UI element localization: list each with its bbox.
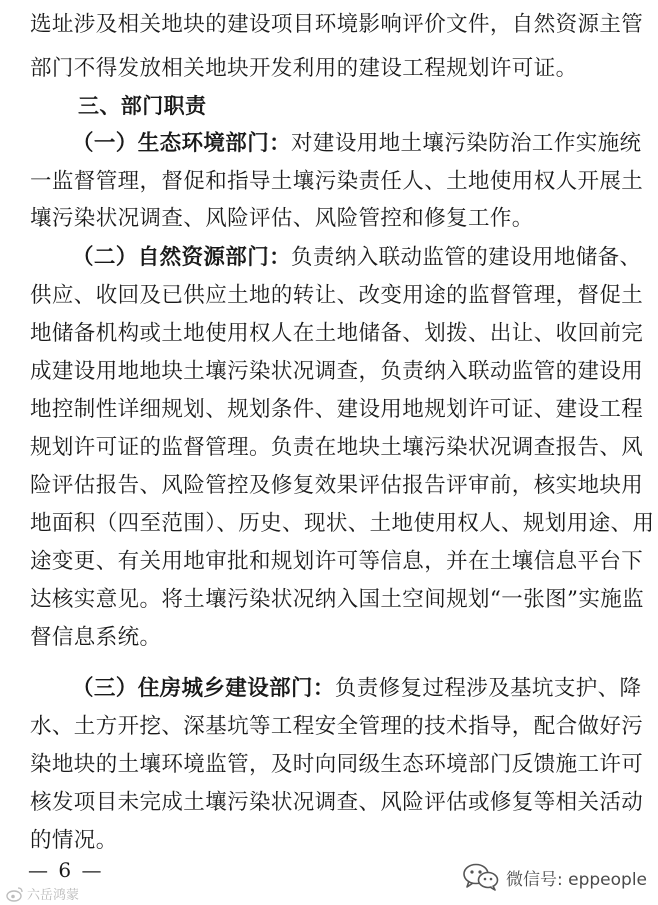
watermark-right-text: 微信号: eppeople xyxy=(506,869,648,890)
paragraph-line: 壤污染状况调查、风险评估、风险管控和修复工作。 xyxy=(30,206,534,231)
paragraph-lead: （三）住房城乡建设部门： xyxy=(72,676,335,701)
paragraph-line: 一监督管理，督促和指导土壤污染责任人、土地使用权人开展土 xyxy=(30,169,644,194)
paragraph-line: 供应、收回及已供应土地的转让、改变用途的监督管理，督促土 xyxy=(30,283,644,308)
paragraph-line: 成建设用地地块土壤污染状况调查，负责纳入联动监管的建设用 xyxy=(30,359,644,384)
paragraph-line: 的情况。 xyxy=(30,828,118,853)
paragraph-line: 地控制性详细规划、规划条件、建设用地规划许可证、建设工程 xyxy=(30,397,644,422)
paragraph-line: 途变更、有关用地审批和规划许可等信息，并在土壤信息平台下 xyxy=(30,549,644,574)
wechat-icon xyxy=(462,862,500,892)
paragraph-text: 负责修复过程涉及基坑支护、降 xyxy=(334,676,642,701)
paragraph-line: 督信息系统。 xyxy=(30,625,162,650)
paragraph-line: 染地块的土壤环境监管，及时向同级生态环境部门反馈施工许可 xyxy=(30,752,644,777)
paragraph-line xyxy=(72,245,642,271)
paragraph-lead: （一）生态环境部门： xyxy=(72,131,292,156)
paragraph-line xyxy=(72,676,642,702)
paragraph-lead: （二）自然资源部门： xyxy=(72,245,292,270)
section-title: 三、部门职责 xyxy=(78,94,207,118)
watermark-left xyxy=(6,884,79,903)
watermark-left-text: 六岳鸿蒙 xyxy=(27,888,80,903)
paragraph-line: 地面积（四至范围）、历史、现状、土地使用权人、规划用途、用 xyxy=(30,511,655,536)
weibo-icon xyxy=(6,886,24,902)
paragraph-line xyxy=(72,131,642,157)
paragraph-line: 核发项目未完成土壤污染状况调查、风险评估或修复等相关活动 xyxy=(30,790,644,815)
text-line: 选址涉及相关地块的建设项目环境影响评价文件，自然资源主管 xyxy=(30,12,644,37)
paragraph-text: 负责纳入联动监管的建设用地储备、 xyxy=(291,245,642,270)
paragraph-text: 对建设用地土壤污染防治工作实施统 xyxy=(291,131,642,156)
text-line: 部门不得发放相关地块开发利用的建设工程规划许可证。 xyxy=(30,56,578,81)
paragraph-line: 规划许可证的监督管理。负责在地块土壤污染状况调查报告、风 xyxy=(30,435,644,460)
paragraph-line: 险评估报告、风险管控及修复效果评估报告评审前，核实地块用 xyxy=(30,473,644,498)
paragraph-line: 地储备机构或土地使用权人在土地储备、划拨、出让、收回前完 xyxy=(30,321,644,346)
watermark-right xyxy=(462,862,647,892)
page-number: — 6 — xyxy=(28,858,104,882)
paragraph-line: 达核实意见。将土壤污染状况纳入国土空间规划“一张图”实施监 xyxy=(30,587,645,612)
paragraph-line: 水、土方开挖、深基坑等工程安全管理的技术指导，配合做好污 xyxy=(30,714,644,739)
